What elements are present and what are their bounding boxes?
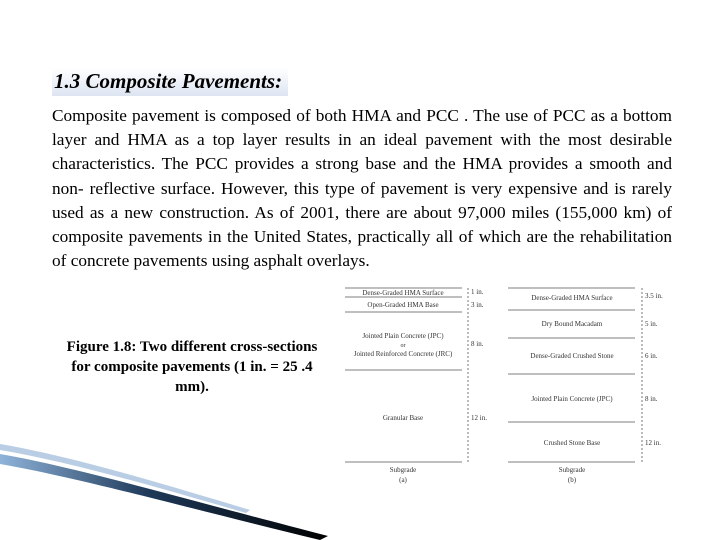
layer-a3-thickness: 8 in.: [471, 340, 484, 348]
layer-b5-name: Crushed Stone Base: [543, 439, 601, 447]
layer-a1-thickness: 1 in.: [471, 288, 484, 296]
figure-caption: Figure 1.8: Two different cross-sections for composite pavements (1 in. = 25 .4 mm).: [66, 339, 318, 395]
layer-a1-name: Dense-Graded HMA Surface: [362, 289, 444, 297]
layer-b3-name: Dense-Graded Crushed Stone: [530, 352, 614, 360]
pavement-cross-section-figure: [330, 280, 690, 495]
subgrade-a-label: Subgrade: [389, 466, 417, 474]
layer-a2-name: Open-Graded HMA Base: [367, 301, 439, 309]
decorative-swoosh: [0, 440, 330, 540]
layer-a4-name: Granular Base: [382, 414, 424, 422]
layer-a3-or: or: [400, 343, 406, 349]
layer-b2-name: Dry Bound Macadam: [541, 320, 603, 328]
body-paragraph: Composite pavement is composed of both HMA and PCC . The use of PCC as a bottom layer and HMA as a top layer results in an ideal pavement with the most desirable characteristics. The PCC provides a strong base and the HMA provides a smooth and non- reflective surface. However, this type of pavement is very expensive and is rarely used as a new construction. As of 2001, there are about 97,000 miles (155,000 km) of composite pavements in the United States, practically all of which are the rehabilitation of concrete pavements using asphalt overlays.: [52, 106, 672, 271]
layer-b4-thickness: 8 in.: [645, 395, 658, 403]
slide-title: 1.3 Composite Pavements:: [52, 68, 288, 96]
layer-b2-thickness: 5 in.: [645, 320, 658, 328]
layer-a2-thickness: 3 in.: [471, 301, 484, 309]
cross-section-b: [508, 288, 642, 462]
layer-a3-name: Jointed Plain Concrete (JPC): [362, 332, 444, 340]
section-a-label: (a): [399, 476, 407, 484]
cross-section-a: [345, 288, 468, 462]
section-b-label: (b): [567, 476, 577, 484]
layer-a4-thickness: 12 in.: [471, 414, 487, 422]
subgrade-b-label: Subgrade: [558, 466, 586, 474]
layer-a3-name-alt: Jointed Reinforced Concrete (JRC): [353, 350, 453, 358]
layer-b5-thickness: 12 in.: [645, 439, 661, 447]
layer-b4-name: Jointed Plain Concrete (JPC): [531, 395, 613, 403]
layer-b1-thickness: 3.5 in.: [645, 292, 663, 300]
layer-b3-thickness: 6 in.: [645, 352, 658, 360]
layer-b1-name: Dense-Graded HMA Surface: [531, 294, 613, 302]
